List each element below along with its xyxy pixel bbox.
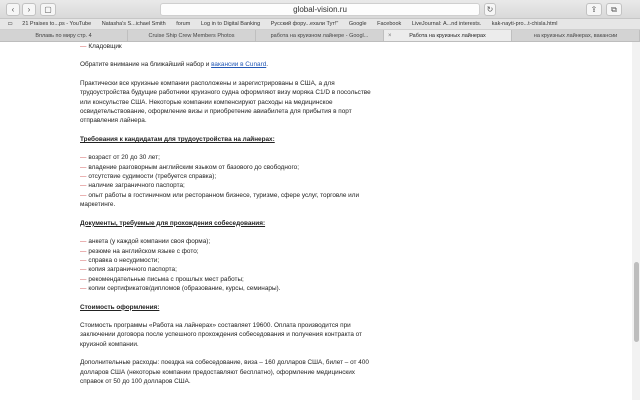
- bookmark-item[interactable]: forum: [176, 21, 191, 27]
- tab-label: работа на круизном лайнере - Googl...: [270, 33, 369, 39]
- bookmark-item[interactable]: kak-nayti-pro...t-chisla.html: [491, 21, 558, 27]
- extra-costs-paragraph: Дополнительные расходы: поездка на собеседование, виза – 160 долларов США, билет – от 400 долларов США (некоторые компании предоставляют бесплатно), оформление медицинских справок от 50 до 100 долларов США.: [80, 359, 369, 385]
- list-item: [80, 284, 380, 293]
- cunard-vacancies-link[interactable]: вакансии в Cunard: [211, 61, 267, 69]
- back-button[interactable]: [6, 3, 20, 16]
- list-item: [80, 172, 380, 181]
- list-item: [80, 265, 380, 274]
- chevron-right-icon: ›: [27, 5, 31, 14]
- list-item: [80, 181, 380, 190]
- requirements-heading: Требования к кандидатам для трудоустройства на лайнерах:: [80, 135, 275, 143]
- forward-button[interactable]: [22, 3, 36, 16]
- bookmark-item[interactable]: LiveJournal: А...nd interests.: [411, 21, 482, 27]
- bookmark-item[interactable]: Natasha's S...ichael Smith: [101, 21, 166, 27]
- tab[interactable]: [128, 30, 256, 41]
- list-item-text: владение разговорным английским языком от базового до свободного;: [88, 163, 299, 171]
- close-icon[interactable]: ×: [388, 33, 392, 39]
- list-item: [80, 237, 380, 246]
- dash-bullet: —: [80, 275, 87, 283]
- list-item-text: возраст от 20 до 30 лет;: [88, 154, 160, 162]
- cost-heading: Стоимость оформления:: [80, 303, 160, 311]
- dash-bullet: —: [80, 154, 87, 162]
- intro-suffix: .: [266, 61, 269, 69]
- scrollbar-track[interactable]: [632, 42, 640, 400]
- list-item-text: рекомендательные письма с прошлых мест работы;: [88, 275, 244, 283]
- tab-bar: [0, 30, 640, 42]
- sidebar-icon: ▢: [44, 5, 52, 14]
- reading-list-icon[interactable]: ▭: [7, 21, 13, 27]
- bookmark-item[interactable]: Log in to Digital Banking: [200, 21, 261, 27]
- list-item: [80, 191, 380, 210]
- dash-bullet: —: [80, 266, 87, 274]
- intro-paragraph: [80, 60, 380, 69]
- reload-button[interactable]: [484, 3, 496, 16]
- cost-paragraph: Стоимость программы «Работа на лайнерах» составляет 19600. Оплата производится при заключении договора после успешного прохождения собеседования и получения контракта от круизной компании.: [80, 321, 362, 348]
- sidebar-button[interactable]: [40, 3, 56, 16]
- dash-bullet: —: [80, 182, 87, 190]
- bookmarks-bar: [0, 19, 640, 30]
- dash-bullet: —: [80, 247, 87, 255]
- dash-bullet: —: [80, 256, 87, 264]
- documents-list: [80, 237, 380, 293]
- bookmark-item[interactable]: Google: [348, 21, 367, 27]
- article: [80, 42, 380, 395]
- list-item-text: Кладовщик: [88, 43, 122, 50]
- dash-bullet: —: [80, 173, 87, 181]
- tabs-button[interactable]: [606, 3, 622, 16]
- dash-bullet: —: [80, 191, 87, 199]
- share-button[interactable]: [586, 3, 602, 16]
- address-bar[interactable]: [160, 3, 480, 16]
- list-item: [80, 153, 380, 162]
- list-item: [80, 275, 380, 284]
- documents-heading: Документы, требуемые для прохождения собеседования:: [80, 219, 266, 227]
- bookmark-item[interactable]: Русский фору...ехали Тут!": [270, 21, 339, 27]
- share-icon: ⇪: [590, 5, 598, 14]
- tab-label: Cruise Ship Crew Members Photos: [148, 33, 235, 39]
- tab-active[interactable]: [384, 30, 512, 41]
- dash-bullet: —: [80, 43, 87, 50]
- tab-label: Вплавь по миру стр. 4: [35, 33, 92, 39]
- chevron-left-icon: ‹: [11, 5, 15, 14]
- list-item-text: отсутствие судимости (требуется справка);: [88, 173, 217, 181]
- browser-toolbar: [0, 0, 640, 19]
- list-item-text: справка о несудимости;: [88, 256, 160, 264]
- list-item-text: резюме на английском языке с фото;: [88, 247, 199, 255]
- list-item: [80, 42, 380, 51]
- dash-bullet: —: [80, 238, 87, 246]
- dash-bullet: —: [80, 285, 87, 293]
- page-content: [0, 42, 632, 400]
- list-item-text: наличие заграничного паспорта;: [88, 182, 185, 190]
- reload-icon: ↻: [486, 5, 494, 14]
- list-item-text: опыт работы в гостиничном или ресторанном бизнесе, туризме, сфере услуг, торговле или маркетинге.: [80, 191, 360, 209]
- tab-label: на круизных лайнерах, вакансии: [533, 33, 618, 39]
- list-item: [80, 163, 380, 172]
- bookmark-item[interactable]: Facebook: [377, 21, 402, 27]
- list-item-text: анкета (у каждой компании своя форма);: [88, 238, 211, 246]
- tabs-icon: ⧉: [611, 5, 617, 14]
- requirements-list: [80, 153, 380, 209]
- bookmark-item[interactable]: 21 Praises to...ps - YouTube: [22, 21, 92, 27]
- list-item: [80, 256, 380, 265]
- url-text: global-vision.ru: [293, 5, 347, 14]
- list-item-text: копии сертификатов/дипломов (образование, курсы, семинары).: [88, 285, 281, 293]
- intro-text: Обратите внимание на ближайший набор и: [80, 61, 212, 69]
- tab-label: Работа на круизных лайнерах: [409, 33, 486, 39]
- tab[interactable]: [256, 30, 384, 41]
- list-item-text: копия заграничного паспорта;: [88, 266, 177, 274]
- scrollbar-thumb[interactable]: [634, 262, 639, 342]
- dash-bullet: —: [80, 163, 87, 171]
- list-item: [80, 247, 380, 256]
- tab[interactable]: [512, 30, 640, 41]
- paragraph: Практически все круизные компании расположены и зарегистрированы в США, а для трудоустройства будущие работники круизного судна оформляют визу моряка C1/D в посольстве или консульстве США. Некоторые компании компенсируют расходы на медицинское освидетельствование, оформление визы и приобретение авиабилета для прибытия в порт отправления лайнера.: [80, 79, 371, 125]
- tab[interactable]: [0, 30, 128, 41]
